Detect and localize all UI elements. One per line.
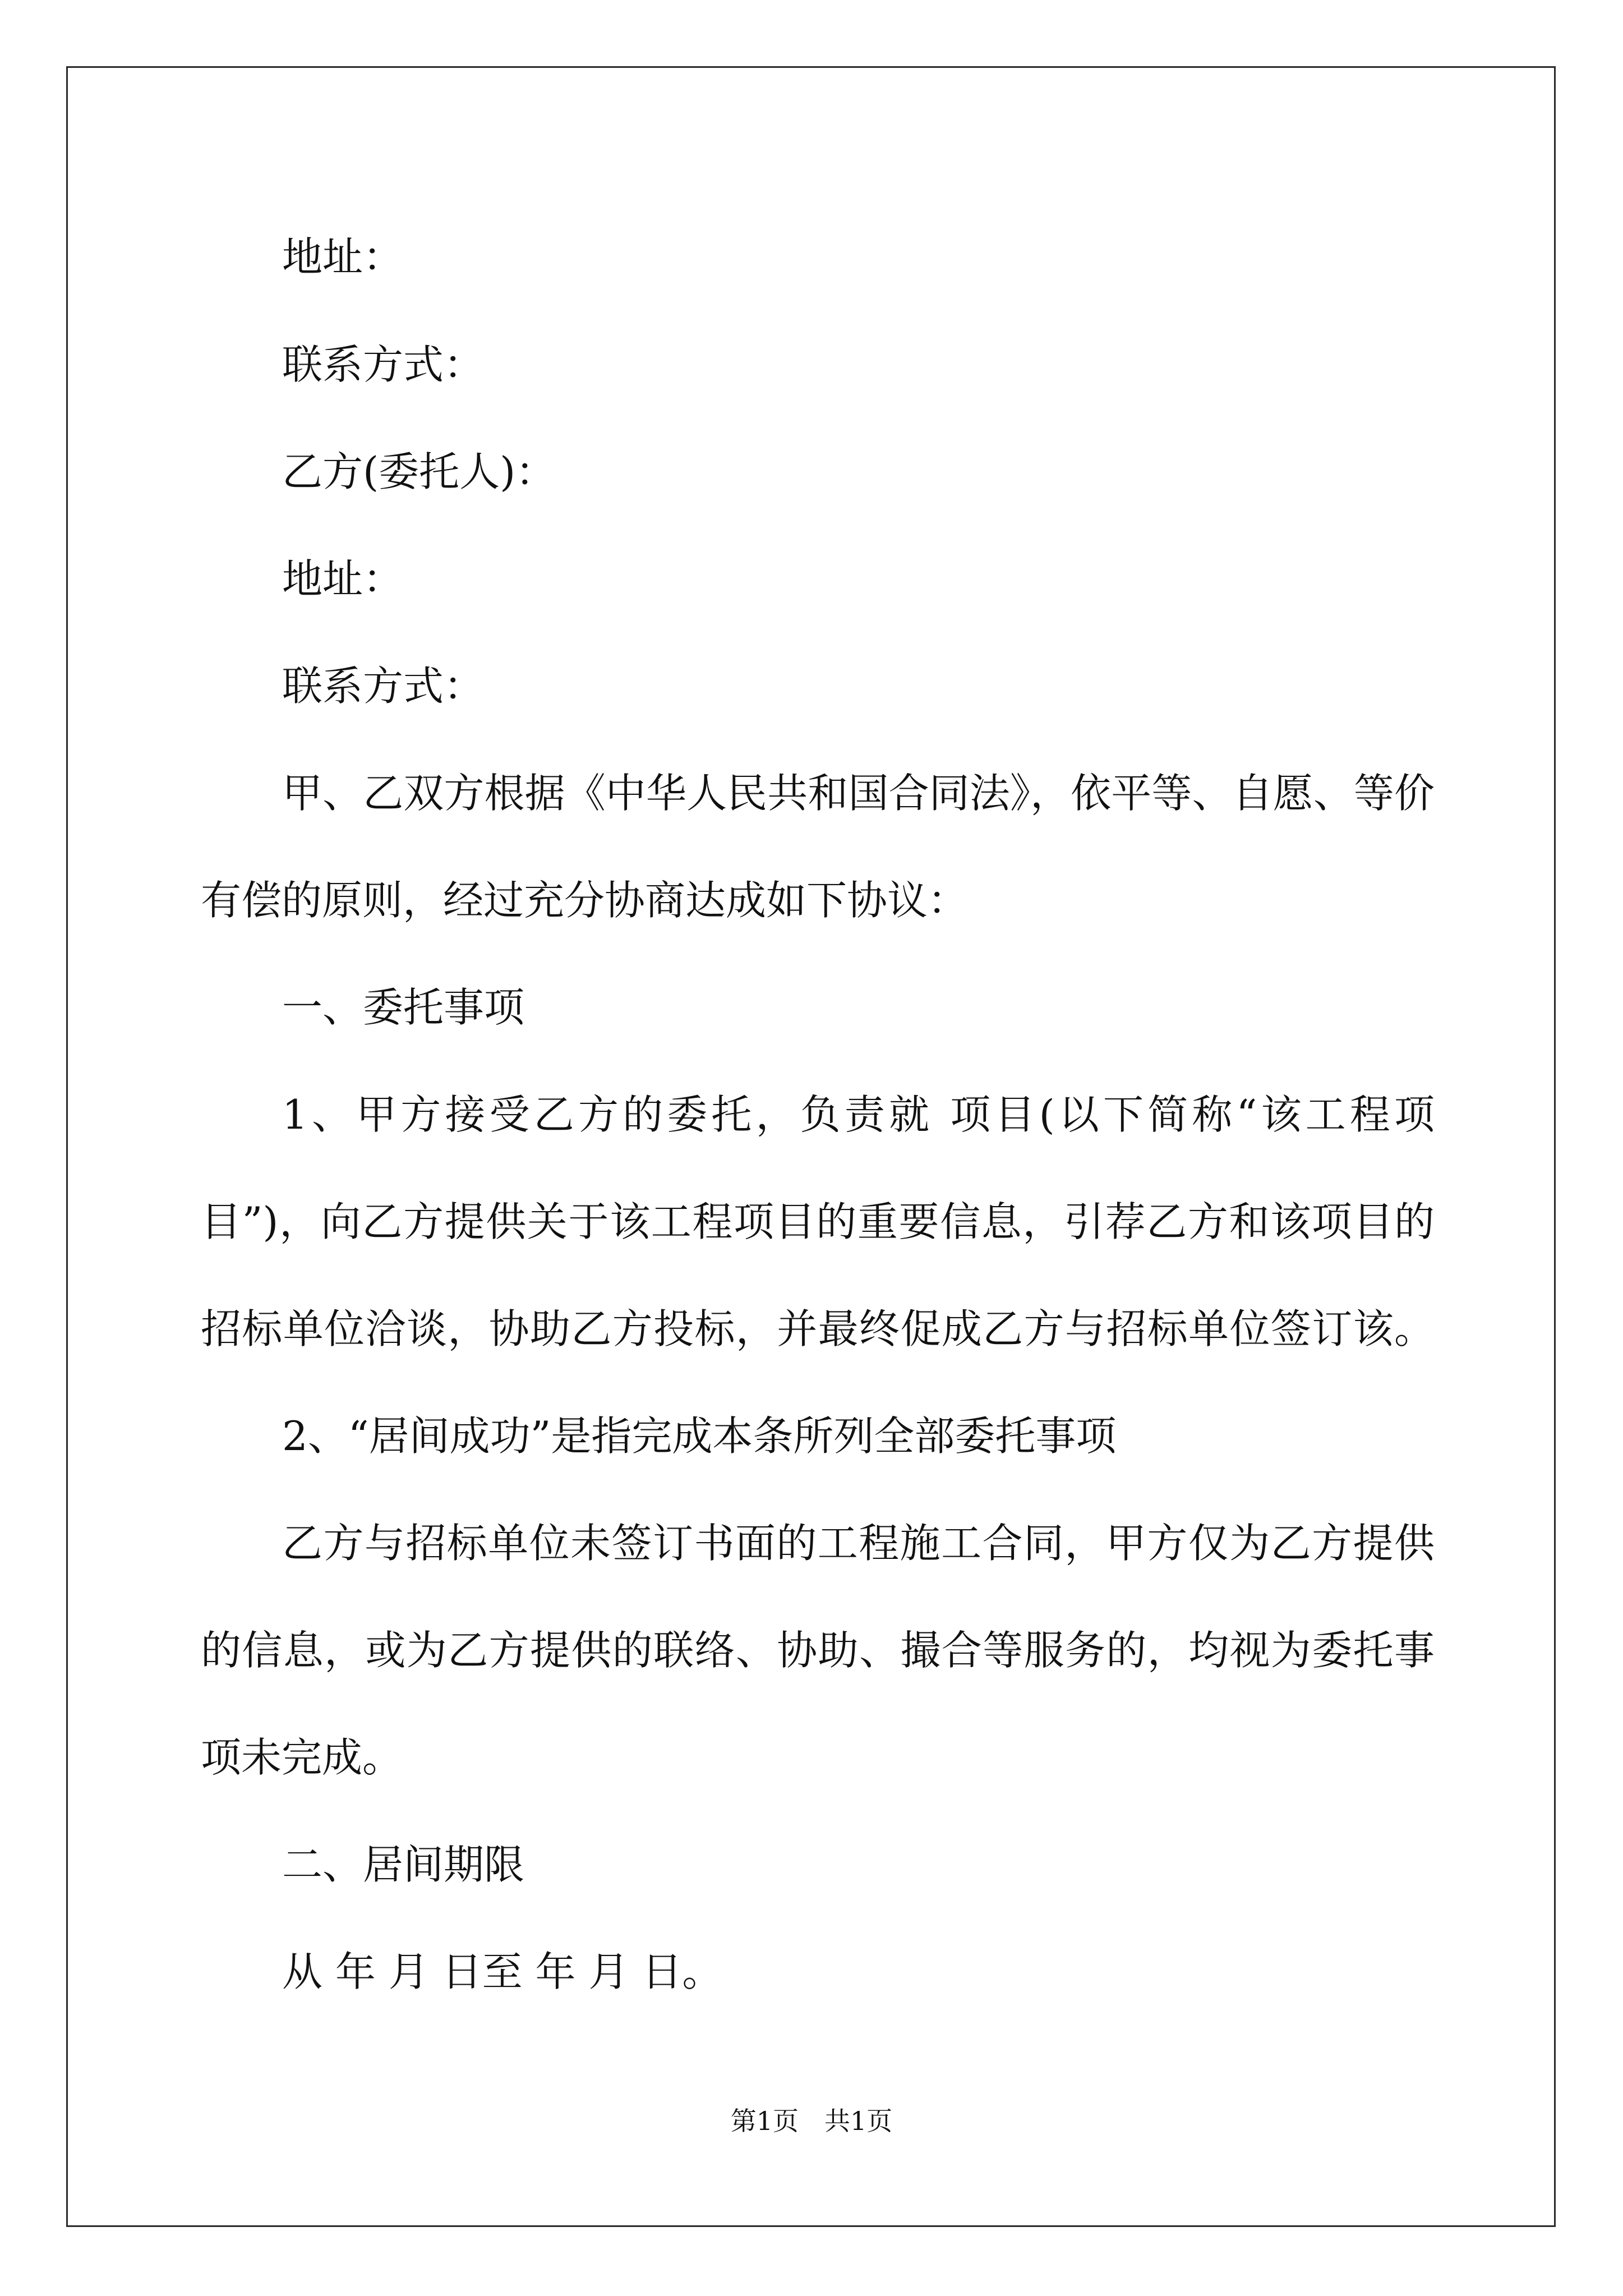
section-heading-1: 一、委托事项 <box>282 984 525 1031</box>
contact-label-party-b: 联系方式： <box>282 662 485 710</box>
address-label-party-b: 地址： <box>282 555 404 602</box>
preamble-line-2: 有偿的原则，经过充分协商达成如下协议： <box>201 877 969 924</box>
clause-2-line-2: 的信息，或为乙方提供的联络、协助、撮合等服务的，均视为委托事 <box>201 1627 1435 1674</box>
preamble-line-1: 甲、乙双方根据《中华人民共和国合同法》，依平等、自愿、等价 <box>282 770 1435 817</box>
address-label-party-a: 地址： <box>282 233 404 280</box>
clause-1-line-2: 目”)，向乙方提供关于该工程项目的重要信息，引荐乙方和该项目的 <box>201 1198 1435 1245</box>
party-b-label: 乙方(委托人)： <box>282 448 556 495</box>
section-heading-2: 二、居间期限 <box>282 1841 525 1888</box>
clause-1-line-3: 招标单位洽谈，协助乙方投标，并最终促成乙方与招标单位签订该。 <box>201 1305 1435 1352</box>
clause-1-line-1: 1、甲方接受乙方的委托，负责就 项目(以下简称“该工程项 <box>282 1091 1435 1138</box>
clause-2-heading: 2、“居间成功”是指完成本条所列全部委托事项 <box>282 1412 1117 1460</box>
term-period-line: 从 年 月 日至 年 月 日。 <box>282 1948 723 1995</box>
clause-2-line-1: 乙方与招标单位未签订书面的工程施工合同，甲方仅为乙方提供 <box>282 1520 1435 1567</box>
contact-label-party-a: 联系方式： <box>282 341 485 388</box>
page-number-footer: 第1页 共1页 <box>730 2106 893 2136</box>
clause-2-line-3: 项未完成。 <box>201 1734 403 1781</box>
